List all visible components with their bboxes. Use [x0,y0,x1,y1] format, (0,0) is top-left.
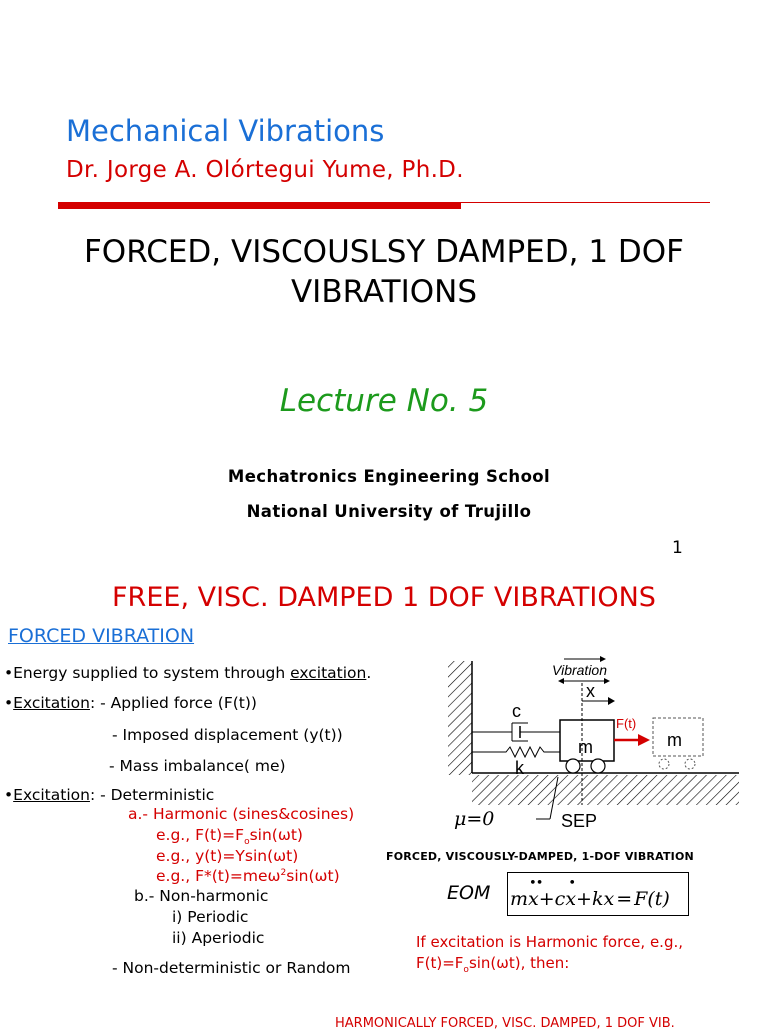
example-force [156,826,303,847]
eom-x3: x [603,888,615,910]
lecture-topic-line1: FORCED, VISCOUSLSY DAMPED, 1 DOF [83,234,685,270]
superscript-2: 2 [280,867,287,878]
slide-footer: HARMONICALLY FORCED, VISC. DAMPED, 1 DOF VIB. [335,1016,675,1031]
equation-of-motion [510,876,670,910]
harmonic-note-force: F(t)=F [416,954,464,972]
spring [472,747,560,757]
example-force-text: e.g., F(t)=F [156,826,245,844]
ghost-wheel-right [685,759,695,769]
eom-m: m [510,888,529,910]
ground-hatch [472,775,739,805]
example-force-sin: sin(ωt) [249,826,303,844]
single-dot: • [568,876,576,891]
non-harmonic-item: b.- Non-harmonic [134,887,269,905]
vibration-arrowhead-left [558,678,564,684]
eom-xdot [565,876,577,910]
mass-imbalance: - Mass imbalance( me) [109,757,286,775]
deterministic-text: : - Deterministic [89,786,215,804]
eom-c: c [554,888,566,910]
school-name: Mechatronics Engineering School [227,467,551,486]
lecture-topic-title [30,232,738,312]
section-heading: FORCED VIBRATION [8,625,195,647]
eom-plus2: + [576,888,592,910]
example-imbalance-text: e.g., F*(t)=meω [156,867,281,885]
aperiodic-item: ii) Aperiodic [172,929,265,947]
ghost-mass-label: m [667,730,682,750]
title-underline-thin [461,202,710,203]
university-name: National University of Trujillo [246,502,532,521]
course-title: Mechanical Vibrations [66,114,385,148]
slide-title: FREE, VISC. DAMPED 1 DOF VIBRATIONS [112,582,656,613]
eom-label: EOM [447,882,491,904]
bullet-excitation-2 [4,786,214,804]
ghost-wheel-left [659,759,669,769]
eom-F: F [634,888,648,910]
double-dot: •• [529,876,543,891]
vibration-arrowhead-right [604,678,610,684]
content-slide [0,560,768,1031]
excitation-term: excitation [290,664,367,682]
force-label: F(t) [616,716,637,731]
eom-equals: = [616,888,633,910]
subscript-o: o [463,965,469,975]
eom-t: (t) [647,888,670,910]
sep-label: SEP [561,811,598,831]
example-imbalance [156,867,340,885]
eom-xddot [528,876,543,910]
example-imbalance-sin: sin(ωt) [286,867,340,885]
harmonic-note-sin: sin(ωt), then: [468,954,570,972]
harmonic-note-line2 [416,954,569,975]
eom-k: k [591,888,604,910]
spring-mass-damper-diagram [440,655,750,845]
lecture-number: Lecture No. 5 [279,383,489,419]
damper [472,723,560,741]
wall-hatch [448,661,472,775]
bullet-dot: • [4,786,14,804]
author-name: Dr. Jorge A. Olórtegui Yume, Ph.D. [66,157,464,183]
title-underline-thick [58,202,461,209]
stiffness-k-label: k [515,758,524,778]
figure-caption: FORCED, VISCOUSLY-DAMPED, 1-DOF VIBRATION [386,850,694,863]
eom-x1: x [528,888,539,910]
subscript-o: o [244,837,250,848]
harmonic-note-line1: If excitation is Harmonic force, e.g., [416,933,684,951]
bullet-energy [4,664,371,682]
excitation-term: Excitation [13,786,90,804]
force-arrowhead [638,734,650,746]
lecture-topic-line2: VIBRATIONS [290,274,478,310]
vibration-label: Vibration [552,662,608,678]
bullet-energy-text: •Energy supplied to system through [4,664,291,682]
damping-c-label: c [512,701,521,721]
x-arrowhead [608,697,615,705]
excitation-term: Excitation [13,694,90,712]
eom-plus1: + [538,888,555,910]
page-number: 1 [672,538,683,558]
applied-force-text: : - Applied force (F(t)) [89,694,257,712]
bullet-dot: • [4,694,14,712]
x-label: x [586,681,595,701]
imposed-displacement: - Imposed displacement (y(t)) [112,726,343,744]
mass-label: m [578,737,593,757]
wheel-right [591,759,605,773]
periodic-item: i) Periodic [172,908,249,926]
example-displacement: e.g., y(t)=Ysin(ωt) [156,847,299,865]
bullet-energy-period: . [366,664,372,682]
eom-x2: x [565,888,577,910]
friction-mu-label: μ=0 [454,808,495,830]
non-deterministic-item: - Non-deterministic or Random [112,959,351,977]
harmonic-item: a.- Harmonic (sines&cosines) [128,805,355,823]
bullet-excitation-1 [4,694,257,712]
wheel-left [566,759,580,773]
